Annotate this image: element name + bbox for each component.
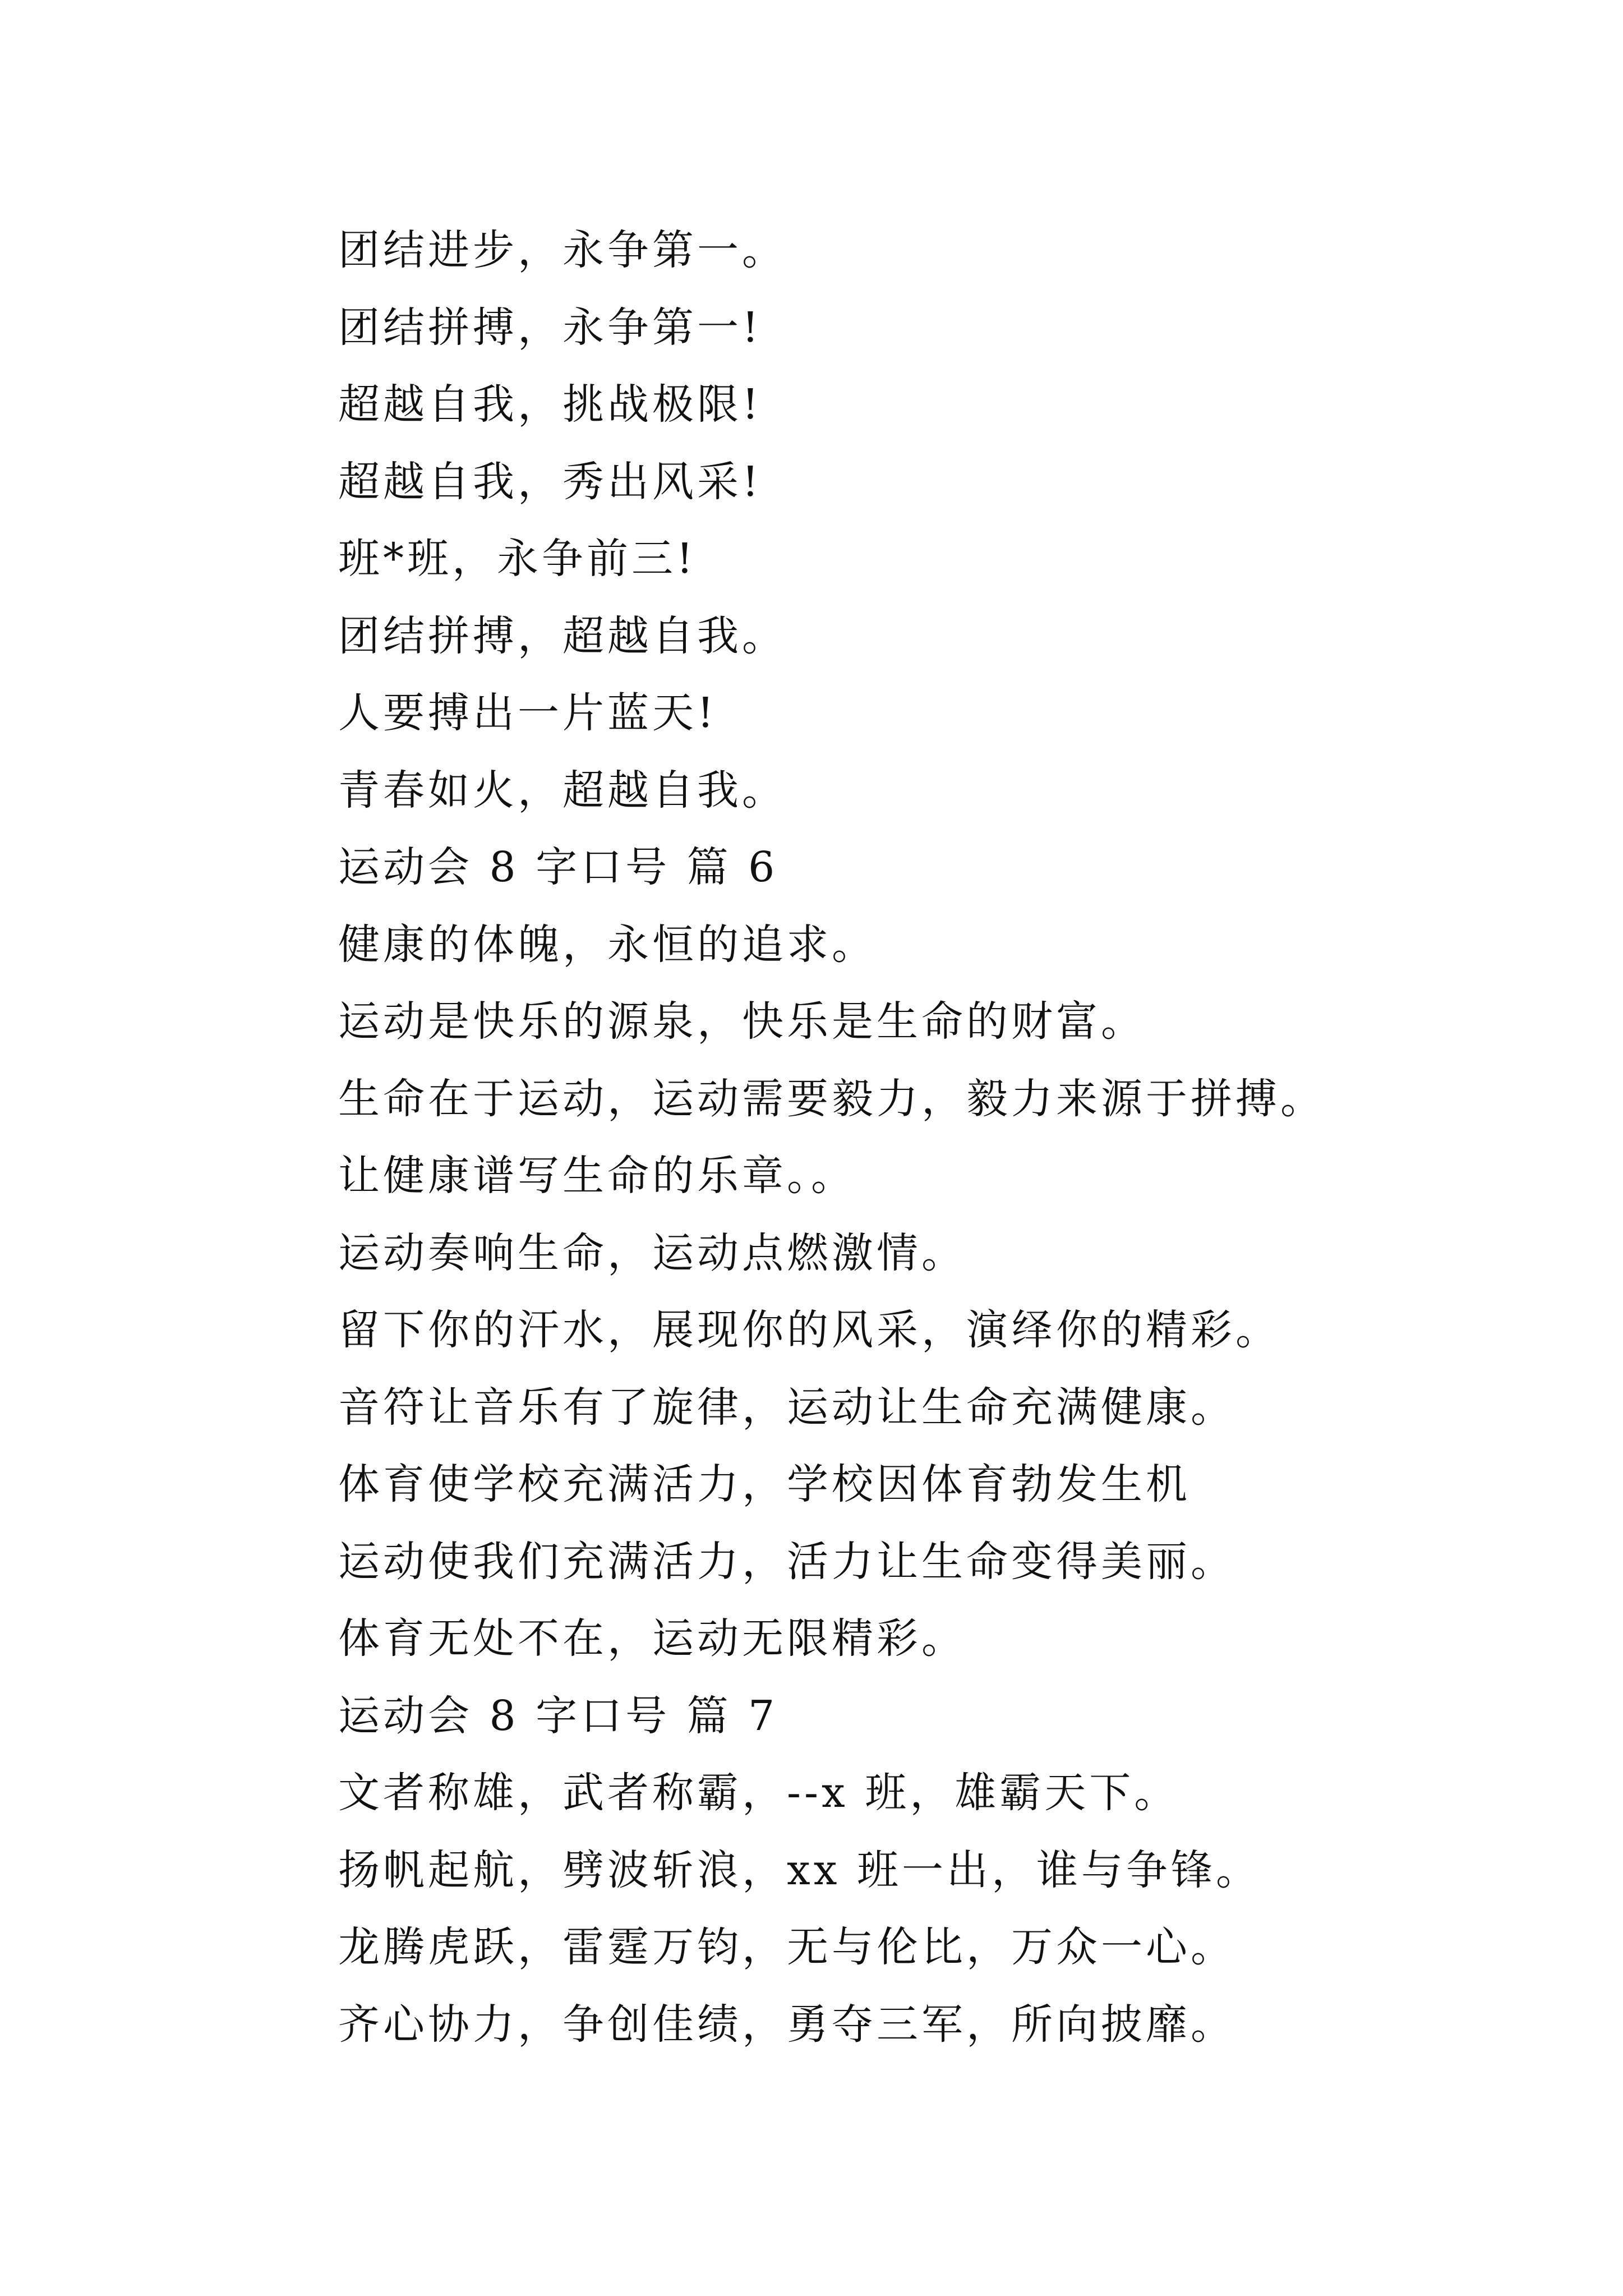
text-line: 运动是快乐的源泉，快乐是生命的财富。 xyxy=(338,997,1146,1046)
text-line: 体育无处不在，运动无限精彩。 xyxy=(338,1614,966,1663)
text-line: 让健康谱写生命的乐章。。 xyxy=(338,1152,856,1200)
text-line: 扬帆起航，劈波斩浪，xx 班一出，谁与争锋。 xyxy=(338,1846,1261,1894)
text-line: 运动奏响生命，运动点燃激情。 xyxy=(338,1228,966,1277)
slogan-list xyxy=(338,212,1572,2063)
text-line: 体育使学校充满活力，学校因体育勃发生机 xyxy=(338,1460,1191,1508)
text-line: 留下你的汗水，展现你的风采，演绎你的精彩。 xyxy=(338,1306,1280,1354)
text-line: 超越自我，秀出风采! xyxy=(338,457,762,506)
text-line: 龙腾虎跃，雷霆万钧，无与伦比，万众一心。 xyxy=(338,1923,1235,1971)
text-line: 团结进步，永争第一。 xyxy=(338,226,787,274)
text-line: 超越自我，挑战极限! xyxy=(338,380,762,429)
text-line: 音符让音乐有了旋律，运动让生命充满健康。 xyxy=(338,1383,1235,1432)
text-line: 生命在于运动，运动需要毅力，毅力来源于拼搏。 xyxy=(338,1074,1325,1123)
text-line: 齐心协力，争创佳绩，勇夺三军，所向披靡。 xyxy=(338,2000,1235,2049)
text-line: 健康的体魄，永恒的追求。 xyxy=(338,920,877,969)
text-line: 人要搏出一片蓝天! xyxy=(338,689,717,737)
section-heading: 运动会 8 字口号 篇 7 xyxy=(338,1691,778,1740)
text-line: 班*班，永争前三! xyxy=(338,535,697,583)
text-line: 团结拼搏，永争第一! xyxy=(338,303,762,352)
text-line: 运动使我们充满活力，活力让生命变得美丽。 xyxy=(338,1537,1235,1586)
text-line: 文者称雄，武者称霸，--x 班，雄霸天下。 xyxy=(338,1769,1179,1817)
section-heading: 运动会 8 字口号 篇 6 xyxy=(338,843,778,891)
text-line: 青春如火，超越自我。 xyxy=(338,766,787,815)
text-line: 团结拼搏，超越自我。 xyxy=(338,611,787,660)
